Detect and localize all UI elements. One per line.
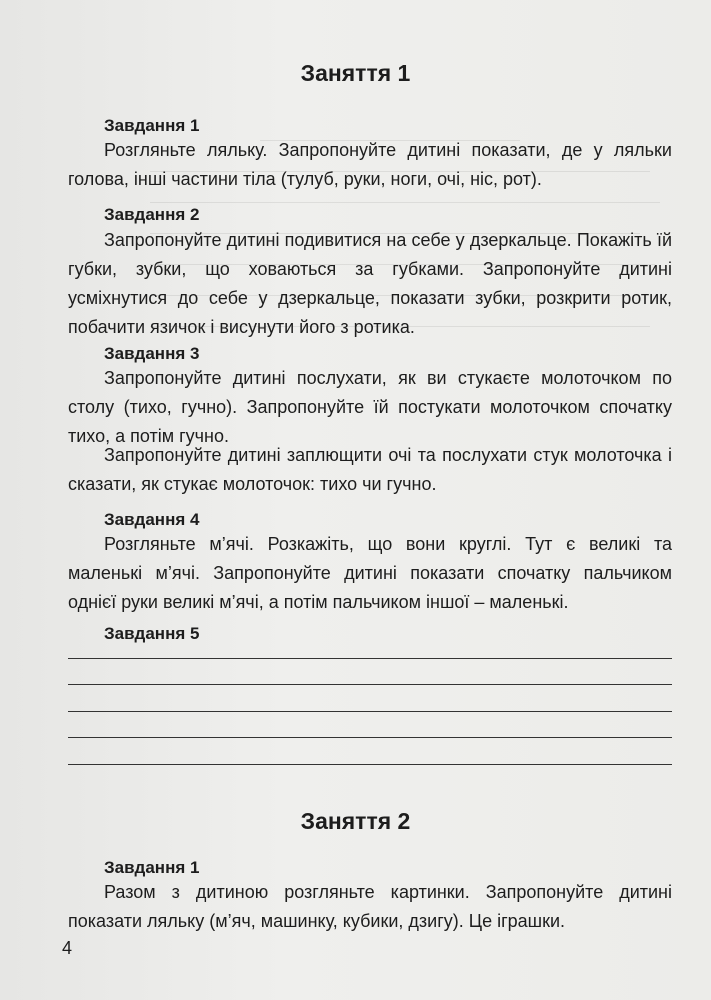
task-paragraph: Розгляньте м’ячі. Розкажіть, що вони круглі. Тут є великі та маленькі м’ячі. Запропонуйте дитині показати спочатку пальчиком однієї руки великі м’ячі, а потім пальчиком іншої – маленькі. (68, 534, 672, 612)
task-label: Завдання 2 (104, 205, 200, 224)
task-paragraph: Розгляньте ляльку. Запропонуйте дитині показати, де у ляльки голова, інші частини тіла (тулуб, руки, ноги, очі, ніс, рот). (68, 140, 672, 189)
answer-line (68, 737, 672, 738)
answer-line (68, 764, 672, 765)
task-paragraph: Запропонуйте дитині послухати, як ви стукаєте молоточком по столу (тихо, гучно). Запропонуйте їй постукати молоточком спочатку тихо, а потім гучно. (68, 368, 672, 446)
task-label: Завдання 4 (104, 510, 200, 529)
answer-line (68, 711, 672, 712)
task-paragraph: Запропонуйте дитині заплющити очі та послухати стук молоточка і сказати, як стукає молоточок: тихо чи гучно. (68, 445, 672, 494)
task-paragraph: Разом з дитиною розгляньте картинки. Запропонуйте дитині показати ляльку (м’яч, машинку, кубики, дзигу). Це іграшки. (68, 882, 672, 931)
task-label: Завдання 1 (104, 116, 200, 135)
answer-line (68, 684, 672, 685)
page-number: 4 (62, 938, 73, 958)
answer-line (68, 658, 672, 659)
task-label: Завдання 5 (104, 624, 200, 643)
task-label: Завдання 3 (104, 344, 200, 363)
section-title-2: Заняття 2 (300, 808, 411, 834)
task-paragraph: Запропонуйте дитині подивитися на себе у дзеркальце. Покажіть їй губки, зубки, що ховаються за губками. Запропонуйте дитині усміхнутися до себе у дзеркальце, показати зубки, розкрити ротик, побачити язичок і висунути його з ротика. (68, 230, 672, 337)
section-title-1: Заняття 1 (300, 60, 411, 86)
task-label: Завдання 1 (104, 858, 200, 877)
